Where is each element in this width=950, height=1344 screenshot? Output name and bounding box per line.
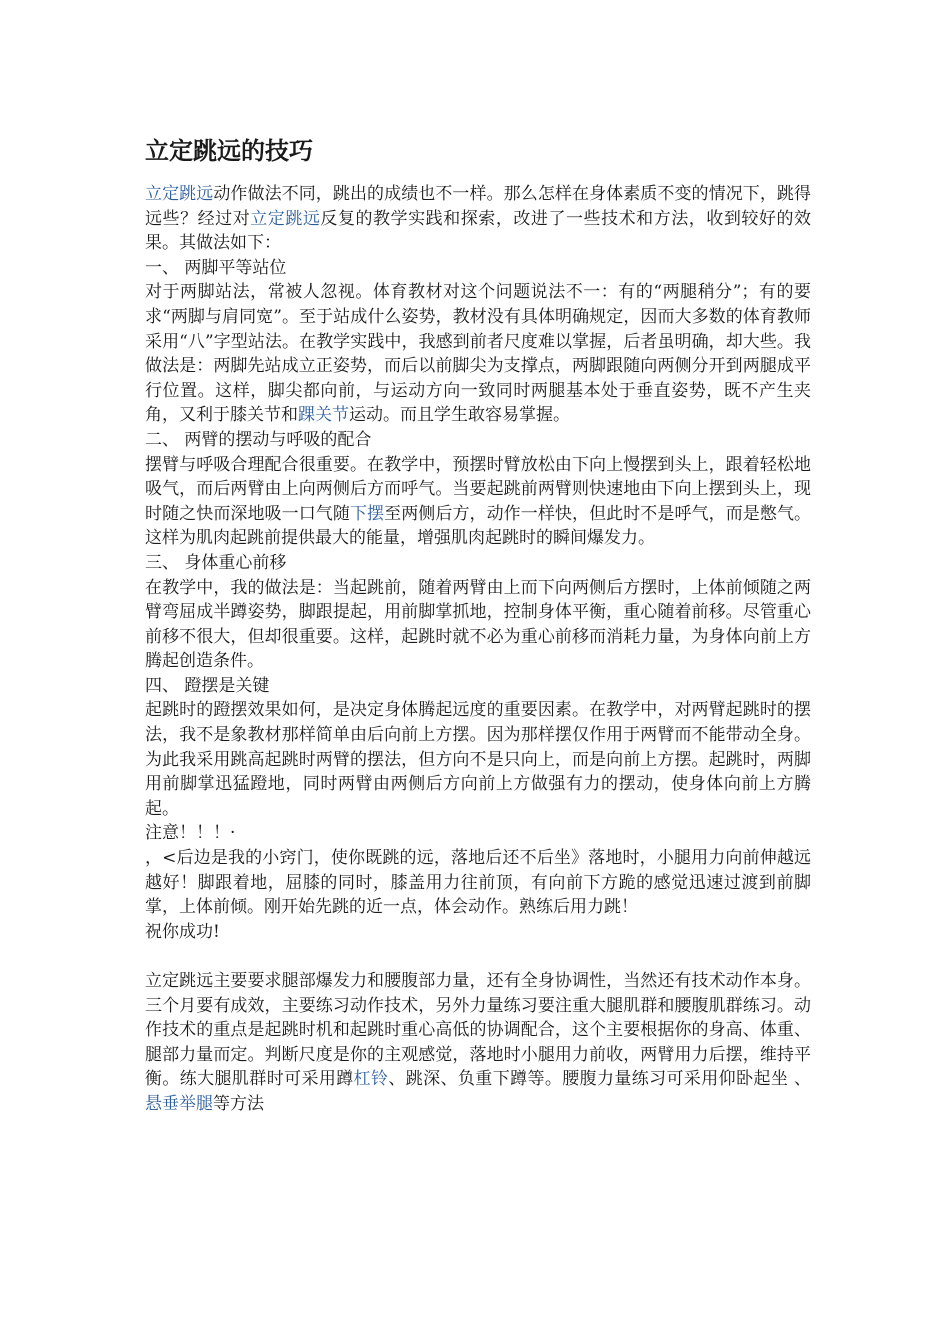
extra-text-2: 、跳深、负重下蹲等。腰腹力量练习可采用仰卧起坐 、 (388, 1069, 812, 1090)
section-1-body (145, 280, 811, 428)
section-3-heading: 三、 身体重心前移 (145, 552, 287, 573)
note-wish: 祝你成功! (145, 921, 220, 942)
link-hanging-leg-raise[interactable]: 悬垂举腿 (145, 1093, 213, 1114)
note-heading: 注意！！！· (145, 823, 236, 844)
intro-paragraph (145, 182, 811, 256)
section-3-body: 在教学中，我的做法是：当起跳前，随着两臂由上而下向两侧后方摆时，上体前倾随之两臂弯屈成半蹲姿势，脚跟提起，用前脚掌抓地，控制身体平衡，重心随着前移。尽管重心前移不很大，但却很重要。这样，起跳时就不必为重心前移而消耗力量，为身体向前上方腾起创造条件。 (145, 577, 811, 672)
page-title: 立定跳远的技巧 (145, 137, 313, 165)
paragraph-spacer (145, 944, 811, 969)
section-1-heading: 一、 两脚平等站位 (145, 257, 287, 278)
extra-text-3: 等方法 (213, 1093, 264, 1114)
intro-text-1: 动作做法不同，跳出的成绩也不一样。那么怎样在身体素质不变的情况下，跳得远些？经过对 (145, 184, 812, 229)
link-downswing[interactable]: 下摆 (349, 503, 385, 524)
link-standing-long-jump-2[interactable]: 立定跳远 (250, 208, 321, 229)
link-ankle-joint[interactable]: 踝关节 (298, 405, 349, 426)
link-standing-long-jump-1[interactable]: 立定跳远 (145, 184, 214, 204)
intro-text-2: 反复的教学实践和探索，改进了一些技术和方法，收到较好的效果。其做法如下： (145, 208, 812, 254)
note-body: ，<后边是我的小窍门，使你既跳的远，落地后还不后坐》落地时，小腿用力向前伸越远越好！脚跟着地，屈膝的同时，膝盖用力往前顶，有向前下方跪的感觉迅速过渡到前脚掌，上体前倾。刚开始先跳的近一点，体会动作。熟练后用力跳！ (145, 848, 811, 918)
section-1-text-1: 对于两脚站法，常被人忽视。体育教材对这个问题说法不一：有的“两腿稍分”；有的要求“两脚与肩同宽”。至于站成什么姿势，教材没有具体明确规定，因而大多数的体育教师采用“八”字型站法。在教学实践中，我感到前者尺度难以掌握，后者虽明确，却大些。我做法是：两脚先站成立正姿势，而后以前脚尖为支撑点，两脚跟随向两侧分开到两腿成平行位置。这样，脚尖都向前，与运动方向一致同时两腿基本处于垂直姿势，既不产生夹角，又利于膝关节和 (145, 282, 811, 426)
extra-text-1: 立定跳远主要要求腿部爆发力和腰腹部力量，还有全身协调性，当然还有技术动作本身。三个月要有成效，主要练习动作技术，另外力量练习要注重大腿肌群和腰腹肌群练习。动作技术的重点是起跳时机和起跳时重心高低的协调配合，这个主要根据你的身高、体重、腿部力量而定。判断尺度是你的主观感觉，落地时小腿用力前收，两臂用力后摆，维持平衡。练大腿肌群时可采用蹲 (145, 971, 811, 1090)
extra-paragraph (145, 969, 811, 1117)
section-2-body (145, 453, 811, 551)
section-2-text-1: 摆臂与呼吸合理配合很重要。在教学中，预摆时臂放松由下向上慢摆到头上，跟着轻松地吸气，而后两臂由上向两侧后方而呼气。当要起跳前两臂则快速地由下向上摆到头上，现时随之快而深地吸一口气随 (145, 454, 811, 524)
section-2-heading: 二、 两臂的摆动与呼吸的配合 (145, 429, 372, 450)
section-2-text-2: 至两侧后方，动作一样快，但此时不是呼气，而是憋气。这样为肌肉起跳前提供最大的能量，增强肌肉起跳时的瞬间爆发力。 (145, 503, 812, 549)
link-barbell[interactable]: 杠铃 (353, 1069, 389, 1090)
article-body (145, 134, 811, 1117)
section-1-text-2: 运动。而且学生敢容易掌握。 (349, 405, 570, 426)
section-4-heading: 四、 蹬摆是关键 (145, 675, 270, 696)
section-4-body: 起跳时的蹬摆效果如何，是决定身体腾起远度的重要因素。在教学中，对两臂起跳时的摆法，我不是象教材那样简单由后向前上方摆。因为那样摆仅作用于两臂而不能带动全身。为此我采用跳高起跳时两臂的摆法，但方向不是只向上，而是向前上方摆。起跳时，两脚用前脚掌迅猛蹬地，同时两臂由两侧后方向前上方做强有力的摆动，使身体向前上方腾起。 (145, 700, 811, 819)
